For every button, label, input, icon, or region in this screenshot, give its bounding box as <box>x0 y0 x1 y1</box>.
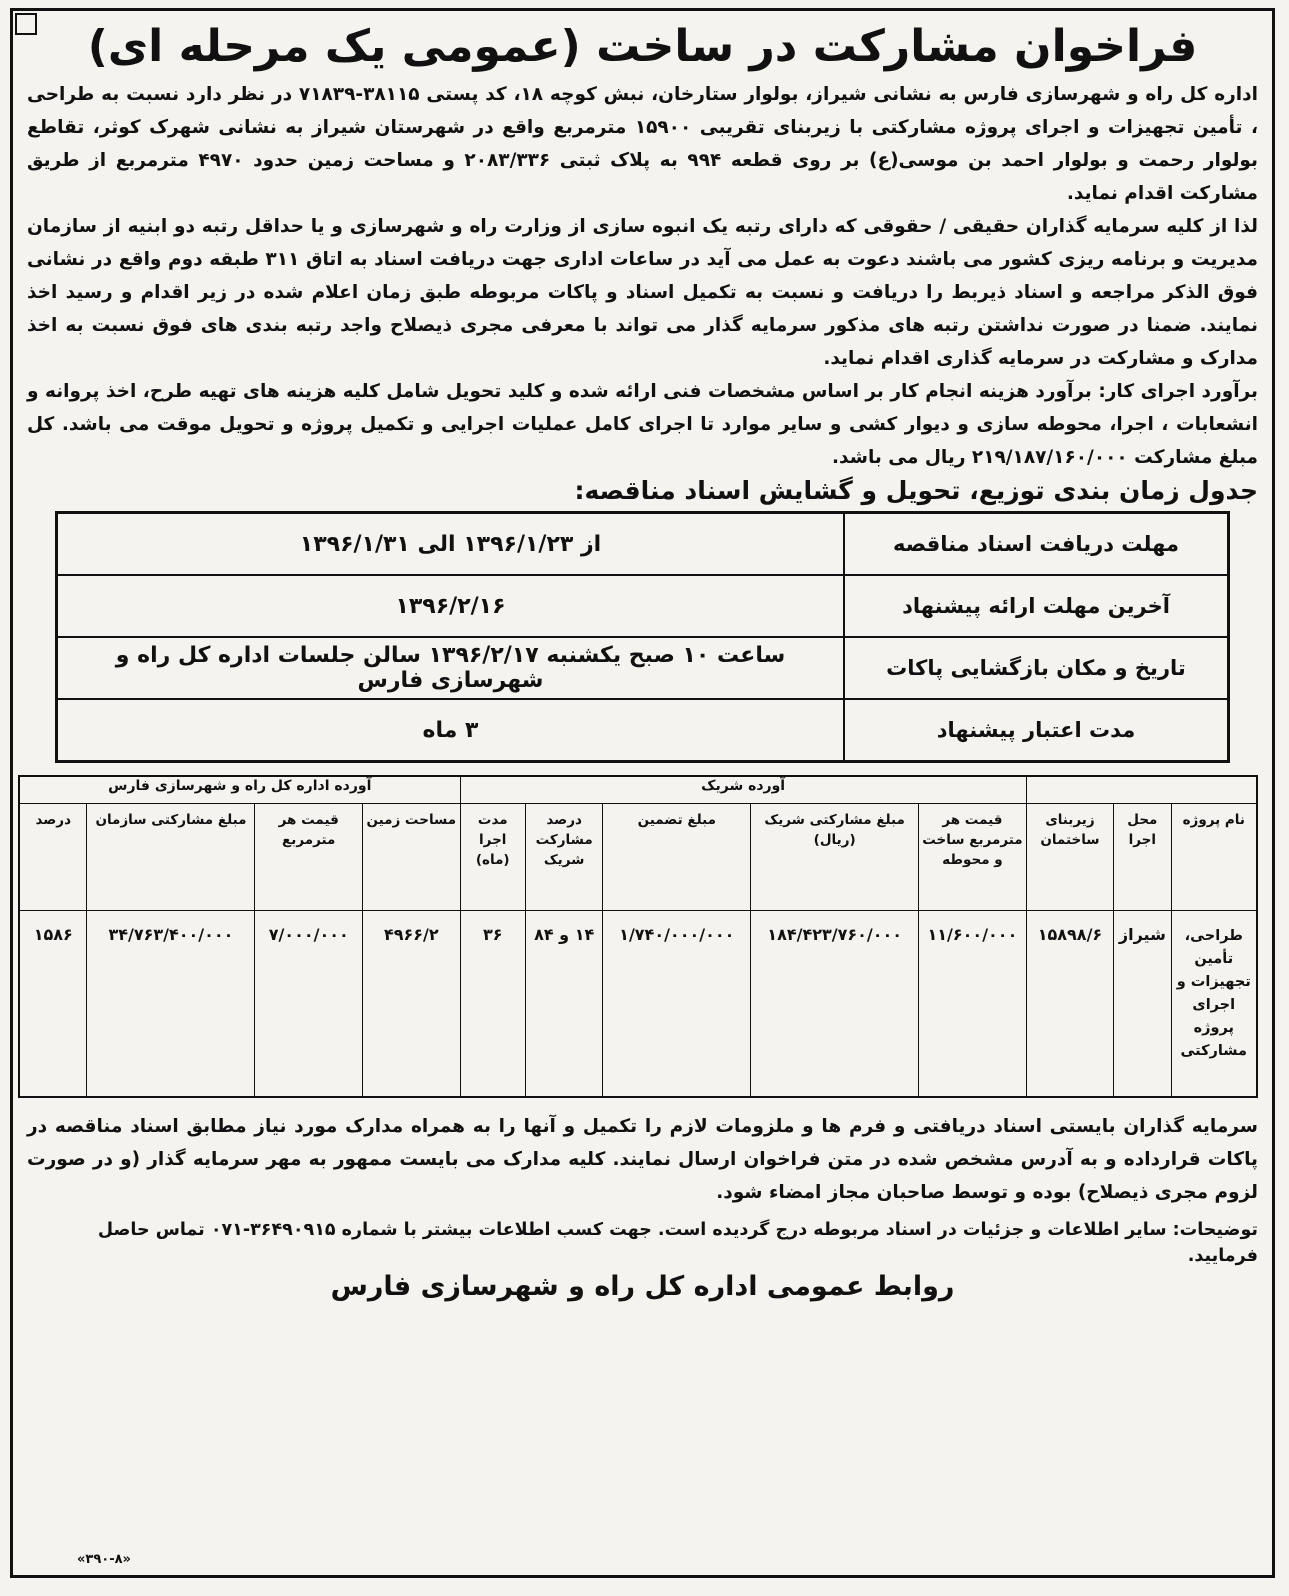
schedule-label: تاریخ و مکان بازگشایی پاکات <box>844 637 1229 699</box>
schedule-value: ۱۳۹۶/۲/۱۶ <box>57 575 845 637</box>
column-header: مبلغ مشارکتی سازمان <box>87 804 255 911</box>
column-header: قیمت هر مترمربع ساخت و محوطه <box>919 804 1027 911</box>
schedule-row <box>57 699 1229 762</box>
table-cell: شیراز <box>1114 911 1171 1098</box>
column-header: مساحت زمین <box>363 804 461 911</box>
schedule-row <box>57 513 1229 576</box>
estimate-paragraph: برآورد اجرای کار: برآورد هزینه انجام کار بر اساس مشخصات فنی ارائه شده و کلید تحویل شامل کلیه هزینه های تهیه طرح، اخذ پروانه و انشعابات ، اجرا، محوطه سازی و دیوار کشی و سایر موارد تا اجرای کامل عملیات اجرایی و تکمیل پروژه و تحویل موقت می باشد. کل مبلغ مشارکت ۲۱۹/۱۸۷/۱۶۰/۰۰۰ ریال می باشد. <box>27 381 1258 468</box>
schedule-label: مهلت دریافت اسناد مناقصه <box>844 513 1229 576</box>
schedule-heading: جدول زمان بندی توزیع، تحویل و گشایش اسناد مناقصه: <box>574 476 1258 505</box>
column-header: مبلغ تضمین <box>603 804 751 911</box>
table-cell: ۱۵۸۶ <box>19 911 87 1098</box>
intro-paragraph: اداره کل راه و شهرسازی فارس به نشانی شیراز، بولوار ستارخان، نبش کوچه ۱۸، کد پستی ۳۸۱۱۵-۷۱۸۳۹ در نظر دارد نسبت به طراحی ، تأمین تجهیزات و اجرای پروژه مشارکتی با زیربنای تقریبی ۱۵۹۰۰ مترمربع واقع در شهرستان شیراز به نشانی شهرک کوثر، تقاطع بولوار رحمت و بولوار احمد بن موسی(ع) بر روی قطعه ۹۹۴ به پلاک ثبتی ۲۰۸۳/۳۳۶ و مساحت زمین حدود ۴۹۷۰ مترمربع از طریق مشارکت اقدام نماید. <box>27 84 1258 204</box>
column-header: نام پروژه <box>1171 804 1257 911</box>
column-header: درصد مشارکت شریک <box>525 804 602 911</box>
column-header: مدت اجرا (ماه) <box>460 804 525 911</box>
schedule-table <box>55 511 1230 763</box>
table-cell: ۳۴/۷۶۳/۴۰۰/۰۰۰ <box>87 911 255 1098</box>
corner-box <box>15 13 37 35</box>
table-cell: ۱۱/۶۰۰/۰۰۰ <box>919 911 1027 1098</box>
schedule-label: آخرین مهلت ارائه پیشنهاد <box>844 575 1229 637</box>
group-header-partner: آورده شریک <box>460 776 1026 804</box>
project-table <box>18 775 1258 1098</box>
schedule-row <box>57 637 1229 699</box>
table-cell: ۴۹۶۶/۲ <box>363 911 461 1098</box>
announcement-page <box>10 8 1275 1578</box>
page-title: فراخوان مشارکت در ساخت (عمومی یک مرحله ای) <box>87 21 1198 72</box>
ad-code: «۳۹۰-۸» <box>77 1552 131 1567</box>
table-cell: ۱۸۴/۴۲۳/۷۶۰/۰۰۰ <box>751 911 919 1098</box>
column-header: محل اجرا <box>1114 804 1171 911</box>
group-header-row <box>19 776 1257 804</box>
footer-signature: روابط عمومی اداره کل راه و شهرسازی فارس <box>330 1271 955 1302</box>
bottom-section <box>27 1110 1258 1302</box>
schedule-row <box>57 575 1229 637</box>
schedule-value: ۳ ماه <box>57 699 845 762</box>
table-cell: ۱۴ و ۸۴ <box>525 911 602 1098</box>
table-row <box>19 911 1257 1098</box>
notes: توضیحات: سایر اطلاعات و جزئیات در اسناد مربوطه درج گردیده است. جهت کسب اطلاعات بیشتر با شماره ۳۶۴۹۰۹۱۵-۰۷۱ تماس حاصل فرمایید. <box>97 1220 1258 1266</box>
schedule-value: ساعت ۱۰ صبح یکشنبه ۱۳۹۶/۲/۱۷ سالن جلسات اداره کل راه و شهرسازی فارس <box>57 637 845 699</box>
closing-paragraph: سرمایه گذاران بایستی اسناد دریافتی و فرم ها و ملزومات لازم را تکمیل و آنها را به همراه مدارک مورد نیاز مطابق اسناد مناقصه در پاکات قرارداده و به آدرس مشخص شده در متن فراخوان ارسال نمایند. کلیه مدارک می بایست ممهور به مهر سرمایه گذار (و در صورت لزوم مجری ذیصلاح) بوده و توسط صاحبان مجاز امضاء شود. <box>27 1116 1258 1203</box>
schedule-label: مدت اعتبار پیشنهاد <box>844 699 1229 762</box>
schedule-value: از ۱۳۹۶/۱/۲۳ الی ۱۳۹۶/۱/۳۱ <box>57 513 845 576</box>
column-header-row <box>19 804 1257 911</box>
table-cell: ۷/۰۰۰/۰۰۰ <box>255 911 363 1098</box>
table-cell: ۱/۷۴۰/۰۰۰/۰۰۰ <box>603 911 751 1098</box>
table-cell: ۳۶ <box>460 911 525 1098</box>
group-header-office: آورده اداره کل راه و شهرسازی فارس <box>19 776 460 804</box>
group-header-empty <box>1026 776 1257 804</box>
invitation-paragraph: لذا از کلیه سرمایه گذاران حقیقی / حقوقی که دارای رتبه یک انبوه سازی از وزارت راه و شهرسازی و یا حداقل رتبه دو ابنیه از سازمان مدیریت و برنامه ریزی کشور می باشند دعوت به عمل می آید در ساعات اداری جهت دریافت اسناد به اتاق ۳۱۱ طبقه دوم واقع در نشانی فوق الذکر مراجعه و اسناد ذیربط را دریافت و نسبت به تکمیل اسناد و پاکات مربوطه طبق زمان اعلام شده در زیر اقدام و رسید اخذ نمایند. ضمنا در صورت نداشتن رتبه های مذکور سرمایه گذار می تواند با معرفی مجری ذیصلاح واجد رتبه بندی های فوق نسبت به اخذ مدارک و مشارکت در سرمایه گذاری اقدام نماید. <box>27 216 1258 369</box>
column-header: قیمت هر مترمربع <box>255 804 363 911</box>
column-header: مبلغ مشارکتی شریک (ریال) <box>751 804 919 911</box>
table-cell: طراحی، تأمین تجهیزات و اجرای پروژه مشارکتی <box>1171 911 1257 1098</box>
table-cell: ۱۵۸۹۸/۶ <box>1026 911 1113 1098</box>
column-header: درصد <box>19 804 87 911</box>
column-header: زیربنای ساختمان <box>1026 804 1113 911</box>
